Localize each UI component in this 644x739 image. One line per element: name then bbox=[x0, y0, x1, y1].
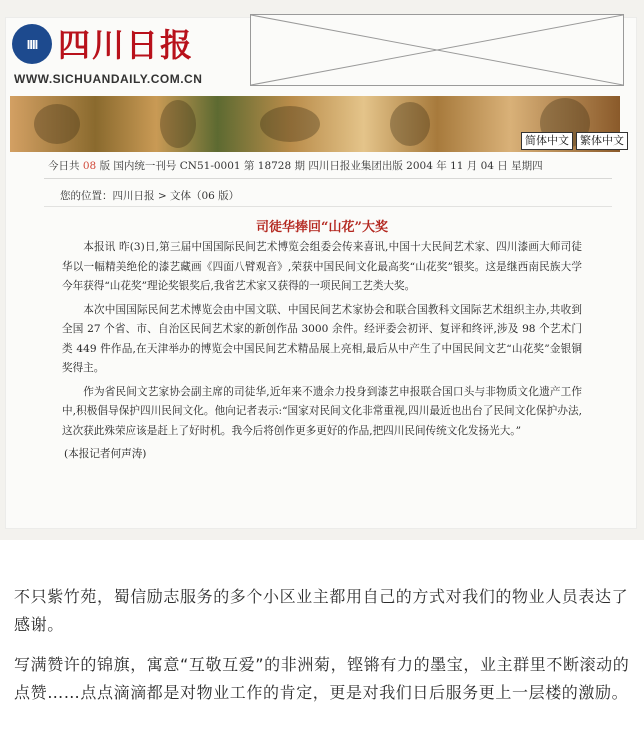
article-paragraph: 本次中国国际民间艺术博览会由中国文联、中国民间艺术家协会和联合国教科文国际艺术组织主办,共收到全国 27 个省、市、自治区民间艺术家的新创作品 3000 余件。经评委会初评、复评和终评,涉及 98 个艺术门类 449 件作品,在天津举办的博览会中国民间艺术精品展上亮相,最后从中产生了中国民间文艺“山花奖”金银铜奖得主。 bbox=[62, 303, 582, 374]
language-switcher bbox=[521, 132, 628, 150]
article-body bbox=[62, 238, 582, 469]
traditional-chinese-button[interactable]: 繁体中文 bbox=[576, 132, 628, 150]
logo-title: 四川日报 bbox=[58, 26, 195, 64]
simplified-chinese-button[interactable]: 简体中文 bbox=[521, 132, 573, 150]
breadcrumb[interactable]: 您的位置：四川日报 > 文体（06 版） bbox=[60, 190, 240, 202]
newspaper-logo[interactable] bbox=[12, 20, 242, 100]
caption-paragraph: 不只紫竹苑，蜀信励志服务的多个小区业主都用自己的方式对我们的物业人员表达了感谢。 bbox=[14, 587, 629, 634]
article-paragraph: 本报讯 昨(3)日,第三届中国国际民间艺术博览会组委会传来喜讯,中国十大民间艺术家、四川漆画大师司徒华以一幅精美绝伦的漆艺藏画《四面八臂观音》,荣获中国民间文化最高奖“山花奖”银奖。这是继西南民族大学今年获得“山花奖”理论奖银奖后,我省艺术家又获得的一项民间工艺类大奖。 bbox=[62, 241, 582, 292]
divider bbox=[44, 178, 612, 179]
site-url[interactable]: WWW.SICHUANDAILY.COM.CN bbox=[14, 72, 203, 86]
issue-prefix: 今日共 bbox=[48, 160, 80, 172]
article-headline: 司徒华捧回“山花”大奖 bbox=[256, 220, 388, 235]
article-paragraph: 作为省民间文艺家协会副主席的司徒华,近年来不遗余力投身到漆艺申报联合国口头与非物质文化遗产工作中,积极倡导保护四川民间文化。他向记者表示:“国家对民间文化非常重视,四川最近也出台了民间文化保护办法,这次获此殊荣应该是赶上了好时机。我今后将创作更多更好的作品,把四川民间传统文化发扬光大。” bbox=[62, 385, 582, 437]
logo-mark-icon: IIII bbox=[12, 24, 52, 64]
issue-details: 版 国内统一刊号 CN51-0001 第 18728 期 四川日报业集团出版 2004 年 11 月 04 日 星期四 bbox=[99, 160, 543, 172]
divider bbox=[44, 206, 612, 207]
article-byline: (本报记者何声涛) bbox=[64, 448, 147, 460]
issue-info bbox=[48, 158, 608, 173]
caption-paragraph: 写满赞许的锦旗，寓意“互敬互爱”的非洲菊，铿锵有力的墨宝，业主群里不断滚动的点赞……点点滴滴都是对物业工作的肯定，更是对我们日后服务更上一层楼的激励。 bbox=[14, 655, 630, 702]
banner-ad-placeholder bbox=[250, 14, 624, 86]
issue-page-count: 08 bbox=[82, 160, 97, 172]
